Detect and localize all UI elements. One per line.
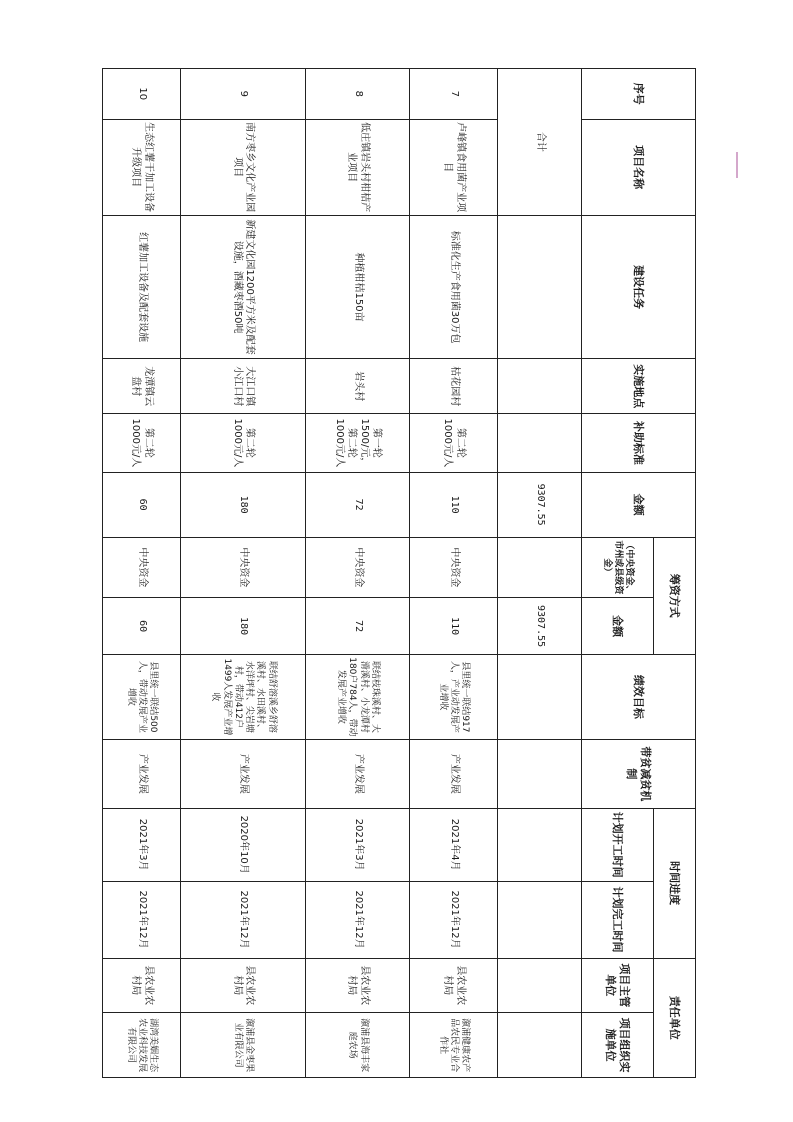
header-location: 实施地点 xyxy=(582,359,696,414)
total-finish xyxy=(498,881,582,958)
row-name: 南方枣乡文化产业园项目 xyxy=(181,119,306,215)
row-subsidy: 第二轮1000元/人 xyxy=(410,414,498,473)
header-funding: 筹资方式 xyxy=(654,537,696,654)
row-mechanism: 产业发展 xyxy=(103,739,181,808)
row-fund-amount: 72 xyxy=(306,598,410,655)
row-seq: 9 xyxy=(181,69,306,120)
header-schedule: 时间进度 xyxy=(654,808,696,958)
total-task xyxy=(498,215,582,359)
header-mechanism: 带贫减贫机制 xyxy=(582,739,696,808)
header-row-1 xyxy=(654,69,696,1078)
row-seq: 8 xyxy=(306,69,410,120)
total-start xyxy=(498,808,582,881)
row-target: 县里统一联结500人，带动发展产业增收 xyxy=(103,654,181,739)
header-amount: 金额 xyxy=(582,472,696,537)
row-fund-amount: 60 xyxy=(103,598,181,655)
row-fund-source: 中央资金 xyxy=(103,537,181,598)
row-location: 龙潭镇云盘村 xyxy=(103,359,181,414)
header-organizer: 项目组织实施单位 xyxy=(582,1013,654,1078)
scan-mark xyxy=(736,152,738,178)
header-seq: 序号 xyxy=(582,69,696,120)
row-organizer: 溆浦县海丰家庭农场 xyxy=(306,1013,410,1078)
total-supervisor xyxy=(498,958,582,1013)
row-amount: 180 xyxy=(181,472,306,537)
total-row xyxy=(498,69,582,1078)
row-amount: 72 xyxy=(306,472,410,537)
row-mechanism: 产业发展 xyxy=(306,739,410,808)
header-finish: 计划完工时间 xyxy=(582,881,654,958)
header-target: 绩效目标 xyxy=(582,654,696,739)
total-location xyxy=(498,359,582,414)
row-supervisor: 县农业农村局 xyxy=(410,958,498,1013)
row-task: 红薯加工设备及配套设施 xyxy=(103,215,181,359)
row-mechanism: 产业发展 xyxy=(410,739,498,808)
total-mechanism xyxy=(498,739,582,808)
table-row xyxy=(410,69,498,1078)
row-subsidy: 第二轮1000元/人 xyxy=(103,414,181,473)
total-target xyxy=(498,654,582,739)
table-row xyxy=(103,69,181,1078)
total-subsidy xyxy=(498,414,582,473)
row-organizer: 湖湾美姻生态农业科技发展有限公司 xyxy=(103,1013,181,1078)
row-subsidy: 第二轮1000元/人 xyxy=(181,414,306,473)
total-label: 合计 xyxy=(498,69,582,216)
header-start: 计划开工时间 xyxy=(582,808,654,881)
row-name: 生态红薯干加工设备升级项目 xyxy=(103,119,181,215)
row-start: 2021年3月 xyxy=(306,808,410,881)
row-supervisor: 县农业农村局 xyxy=(103,958,181,1013)
row-seq: 7 xyxy=(410,69,498,120)
row-target: 县里统一联结917人，产业动发展产业增收 xyxy=(410,654,498,739)
header-task: 建设任务 xyxy=(582,215,696,359)
row-name: 卢峰镇食用菌产业项目 xyxy=(410,119,498,215)
row-task: 种植柑桔150亩 xyxy=(306,215,410,359)
header-name: 项目名称 xyxy=(582,119,696,215)
total-amount: 9307.55 xyxy=(498,472,582,537)
row-task: 标准化生产食用菌30万包 xyxy=(410,215,498,359)
row-supervisor: 县农业农村局 xyxy=(181,958,306,1013)
header-supervisor: 项目主管单位 xyxy=(582,958,654,1013)
row-amount: 60 xyxy=(103,472,181,537)
row-seq: 10 xyxy=(103,69,181,120)
row-fund-amount: 180 xyxy=(181,598,306,655)
table-row xyxy=(181,69,306,1078)
project-table xyxy=(102,68,696,1078)
row-location: 岩头村 xyxy=(306,359,410,414)
header-fund-source: （中央资金、市州或县级资金） xyxy=(582,537,654,598)
row-finish: 2021年12月 xyxy=(181,881,306,958)
row-target: 联结枝珠溪村、大滑溪村、小龙潭村180户784人，带动发展产业增收 xyxy=(306,654,410,739)
rotated-table-wrapper xyxy=(103,68,696,1078)
row-mechanism: 产业发展 xyxy=(181,739,306,808)
row-subsidy: 第一轮1500/元，第二轮1000元/人 xyxy=(306,414,410,473)
row-start: 2021年3月 xyxy=(103,808,181,881)
total-fund-amount: 9307.55 xyxy=(498,598,582,655)
total-fund-source xyxy=(498,537,582,598)
row-finish: 2021年12月 xyxy=(103,881,181,958)
row-supervisor: 县农业农村局 xyxy=(306,958,410,1013)
row-target: 联结舒溶溪乡舒溶溪村、水田溪村、水洋坪村、尖岩塘村，带动412户1499人发展产业增收 xyxy=(181,654,306,739)
table-row xyxy=(306,69,410,1078)
row-task: 新建文化园1200平方米及配套设施，酒藏枣酒50吨 xyxy=(181,215,306,359)
row-location: 枯花园村 xyxy=(410,359,498,414)
row-fund-source: 中央资金 xyxy=(181,537,306,598)
row-fund-amount: 110 xyxy=(410,598,498,655)
row-fund-source: 中央资金 xyxy=(410,537,498,598)
row-location: 大江口镇小江口村 xyxy=(181,359,306,414)
row-amount: 110 xyxy=(410,472,498,537)
total-organizer xyxy=(498,1013,582,1078)
row-fund-source: 中央资金 xyxy=(306,537,410,598)
header-fund-amount: 金额 xyxy=(582,598,654,655)
row-finish: 2021年12月 xyxy=(306,881,410,958)
header-subsidy: 补助标准 xyxy=(582,414,696,473)
row-start: 2021年4月 xyxy=(410,808,498,881)
row-finish: 2021年12月 xyxy=(410,881,498,958)
header-responsibility: 责任单位 xyxy=(654,958,696,1078)
row-organizer: 溆浦健康农产品农民专业合作社 xyxy=(410,1013,498,1078)
row-start: 2020年10月 xyxy=(181,808,306,881)
row-organizer: 溆浦县金枣果业有限公司 xyxy=(181,1013,306,1078)
row-name: 低庄镇岩头村柑桔产业项目 xyxy=(306,119,410,215)
